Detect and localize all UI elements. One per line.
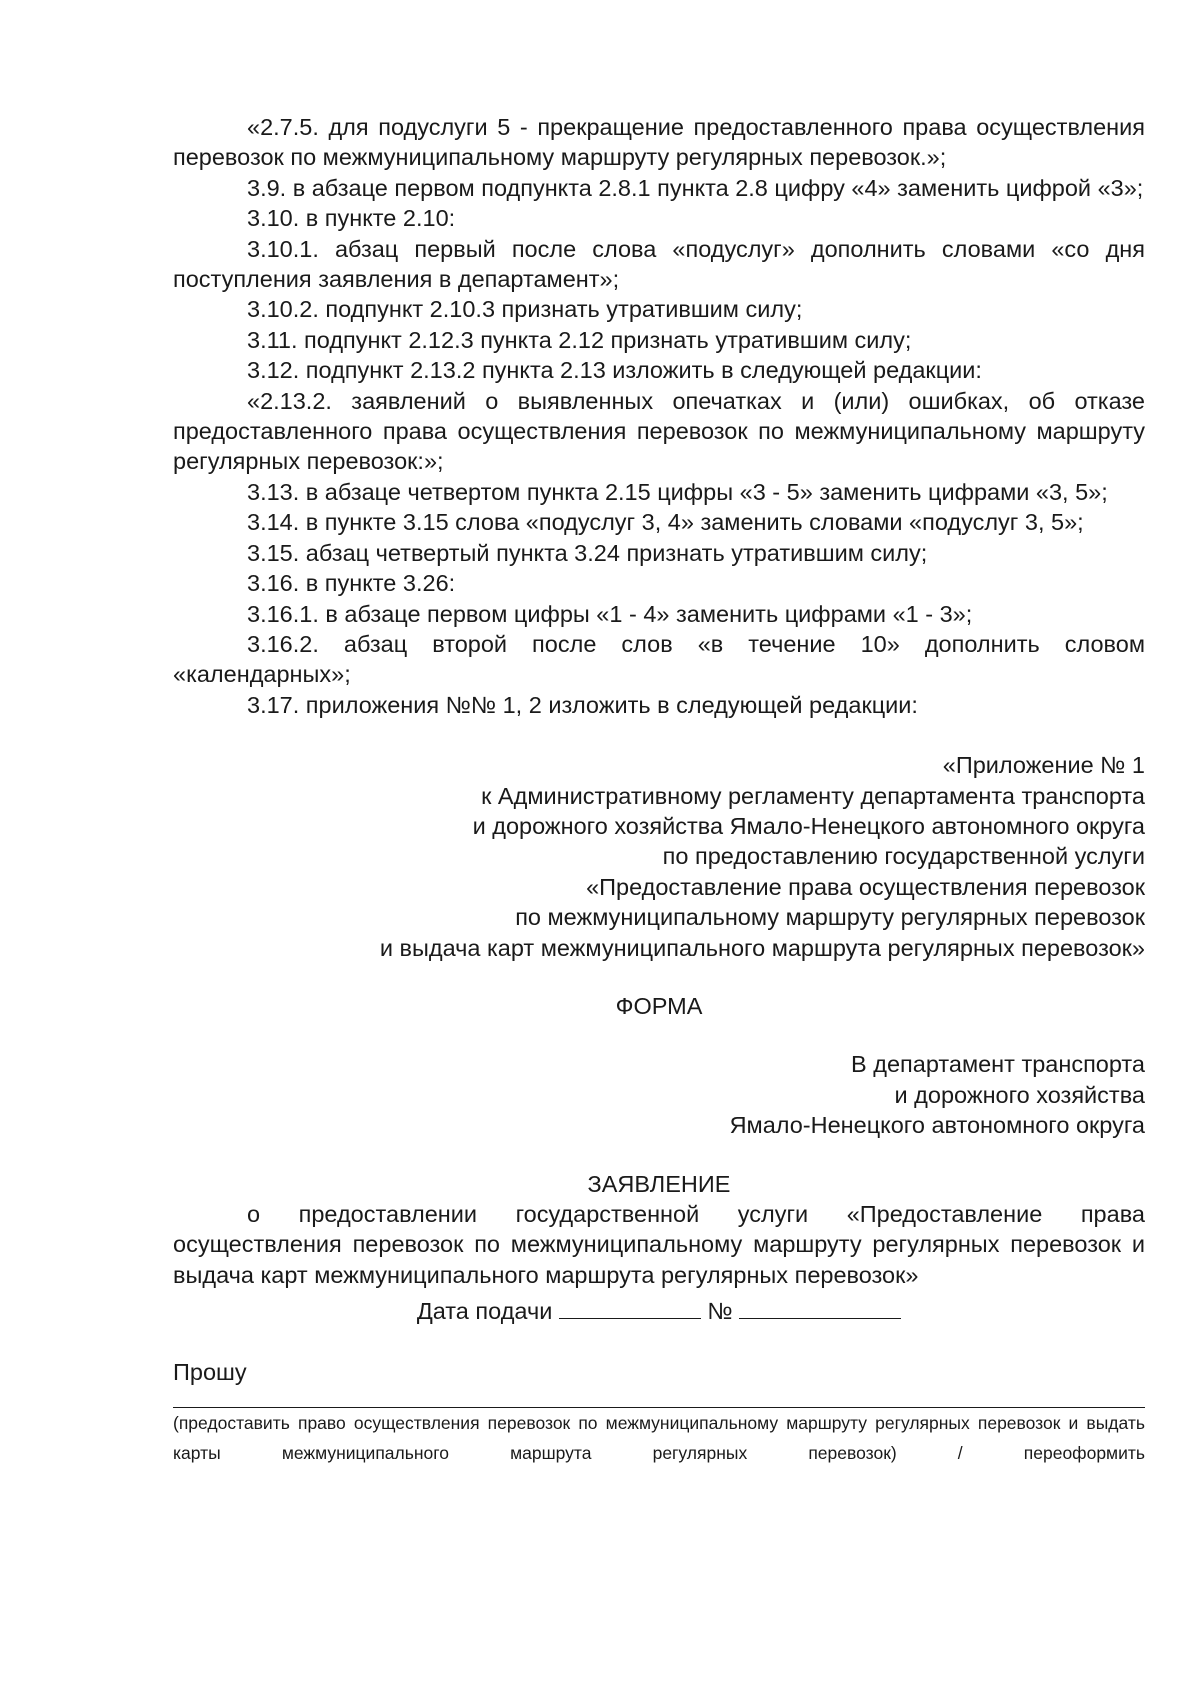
amendment-paragraph: 3.10. в пункте 2.10: <box>247 205 456 232</box>
appendix-header-line: «Приложение № 1 <box>942 752 1145 779</box>
addressee-line: и дорожного хозяйства <box>894 1081 1145 1108</box>
amendment-paragraph: «2.7.5. для подуслуги 5 - прекращение предоставленного права осуществления перевозок по межмуниципальному маршруту регулярных перевозок.»; <box>173 114 1145 171</box>
addressee-block <box>173 1049 1145 1140</box>
appendix-header-line: по межмуниципальному маршруту регулярных перевозок <box>515 904 1145 931</box>
appendix-header-line: и дорожного хозяйства Ямало-Ненецкого автономного округа <box>472 812 1145 839</box>
amendment-paragraph: 3.14. в пункте 3.15 слова «подуслуг 3, 4» заменить словами «подуслуг 3, 5»; <box>247 509 1084 536</box>
amendment-paragraph: 3.9. в абзаце первом подпункта 2.8.1 пункта 2.8 цифру «4» заменить цифрой «3»; <box>247 174 1144 201</box>
appendix-header-line: и выдача карт межмуниципального маршрута регулярных перевозок» <box>379 934 1145 961</box>
form-title: ФОРМА <box>615 992 703 1019</box>
amendment-paragraph: 3.10.2. подпункт 2.10.3 признать утратившим силу; <box>247 296 803 323</box>
appendix-header-line: к Административному регламенту департамента транспорта <box>481 782 1145 809</box>
statement-title: ЗАЯВЛЕНИЕ <box>587 1170 731 1197</box>
request-hint: (предоставить право осуществления перевозок по межмуниципальному маршруту регулярных перевозок и выдать карты межмуниципального маршрута регулярных перевозок) / переоформить <box>173 1413 1145 1464</box>
amendment-paragraph: 3.13. в абзаце четвертом пункта 2.15 цифры «3 - 5» заменить цифрами «3, 5»; <box>247 478 1108 505</box>
addressee-line: В департамент транспорта <box>851 1051 1145 1078</box>
amendment-paragraph: 3.16.2. абзац второй после слов «в течение 10» дополнить словом «календарных»; <box>173 630 1145 688</box>
addressee-line: Ямало-Ненецкого автономного округа <box>729 1112 1145 1139</box>
appendix-header-line: «Предоставление права осуществления перевозок <box>586 873 1145 900</box>
amendment-paragraph: 3.11. подпункт 2.12.3 пункта 2.12 признать утратившим силу; <box>247 326 912 353</box>
number-field[interactable] <box>739 1296 901 1319</box>
amendment-paragraph: «2.13.2. заявлений о выявленных опечатках и (или) ошибках, об отказе предоставленного права осуществления перевозок по межмуниципальному маршруту регулярных перевозок:»; <box>173 387 1145 475</box>
date-field[interactable] <box>559 1296 701 1319</box>
amendment-paragraph: 3.16.1. в абзаце первом цифры «1 - 4» заменить цифрами «1 - 3»; <box>247 600 973 627</box>
amendment-paragraph: 3.16. в пункте 3.26: <box>247 570 456 597</box>
statement-subject: о предоставлении государственной услуги «Предоставление права осуществления перевозок по межмуниципальному маршруту регулярных перевозок и выдача карт межмуниципального маршрута регулярных перевозок» <box>173 1201 1145 1288</box>
appendix-header-line: по предоставлению государственной услуги <box>662 843 1145 870</box>
amendment-paragraph: 3.10.1. абзац первый после слова «подуслуг» дополнить словами «со дня поступления заявления в департамент»; <box>173 235 1145 293</box>
amendment-paragraph: 3.12. подпункт 2.13.2 пункта 2.13 изложить в следующей редакции: <box>247 357 982 384</box>
appendix-header <box>173 750 1145 963</box>
number-label: № <box>707 1298 733 1325</box>
date-label: Дата подачи <box>416 1298 553 1325</box>
amendment-paragraph: 3.15. абзац четвертый пункта 3.24 признать утратившим силу; <box>247 539 928 566</box>
submission-line <box>173 1296 1145 1326</box>
amendments-list <box>173 112 1145 720</box>
document-page <box>173 112 1145 1468</box>
amendment-paragraph: 3.17. приложения №№ 1, 2 изложить в следующей редакции: <box>247 691 918 718</box>
request-label: Прошу <box>173 1358 247 1385</box>
